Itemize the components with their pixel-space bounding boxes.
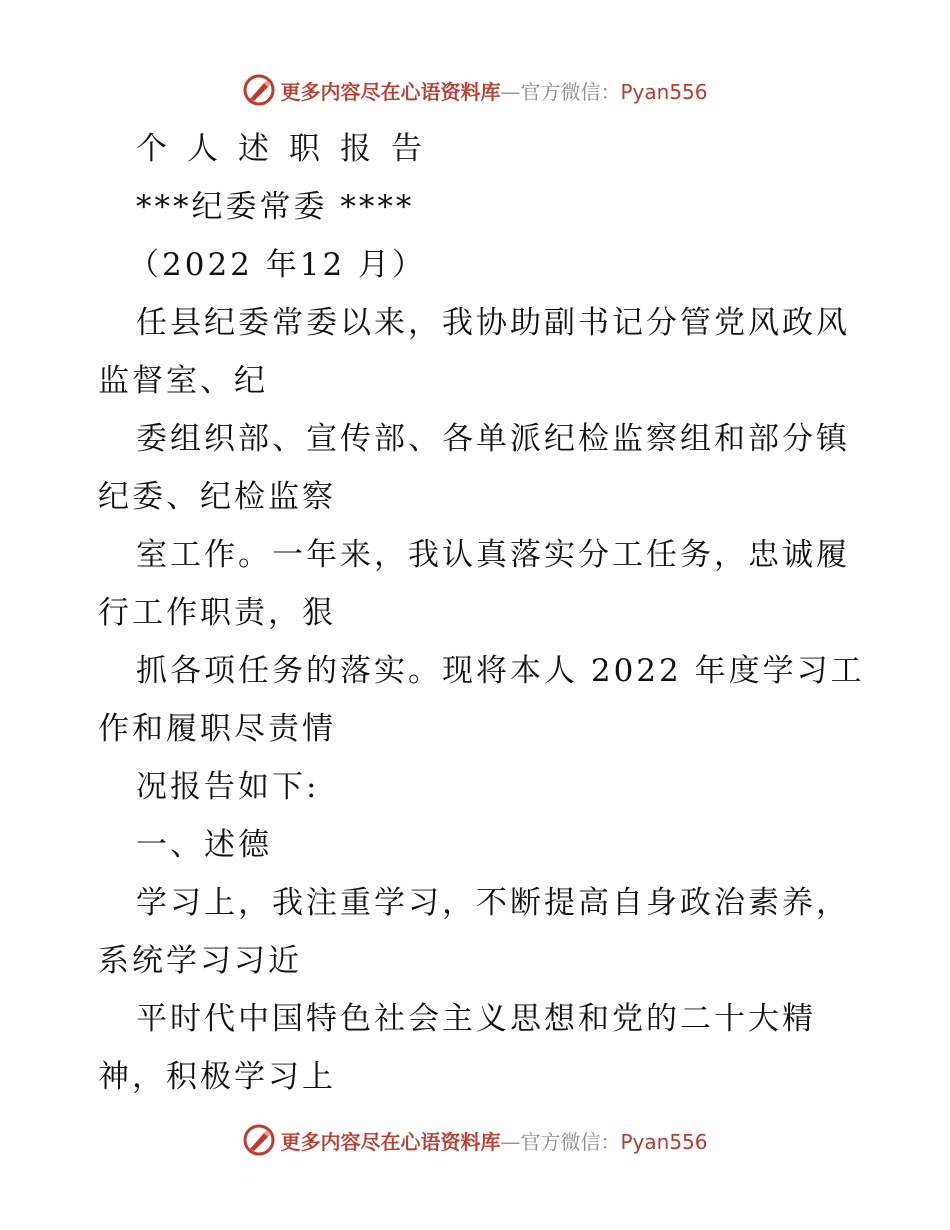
watermark-brand: 更多内容尽在心语资料库 [280, 1129, 501, 1154]
pen-logo-icon [242, 73, 276, 107]
paragraph-line: 神，积极学习上 [98, 1059, 336, 1095]
document-body [98, 120, 865, 1106]
document-author: ***纪委常委 **** [136, 189, 415, 225]
paragraph-line: 委组织部、宣传部、各单派纪检监察组和部分镇 [136, 421, 850, 457]
watermark-dash: — [500, 1129, 521, 1154]
paragraph-line: 任县纪委常委以来，我协助副书记分管党风政风 [136, 305, 850, 341]
pen-logo-icon [242, 1123, 276, 1157]
section-heading: 一、述德 [136, 827, 272, 863]
paragraph-line: 平时代中国特色社会主义思想和党的二十大精 [136, 1001, 816, 1037]
watermark-text [280, 76, 707, 105]
watermark-wechat-id: Pyan556 [620, 79, 708, 104]
paragraph-line: 行工作职责，狠 [98, 595, 336, 631]
document-date: （2022 年12 月） [128, 247, 427, 283]
watermark-dash: — [500, 79, 521, 104]
document-title: 个人述职报告 [136, 131, 442, 167]
watermark-text [280, 1126, 707, 1155]
watermark-label: 官方微信： [520, 79, 621, 104]
watermark-brand: 更多内容尽在心语资料库 [280, 79, 501, 104]
paragraph-line: 抓各项任务的落实。现将本人 2022 年度学习工 [136, 653, 865, 689]
paragraph-line: 纪委、纪检监察 [98, 479, 336, 515]
paragraph-line: 室工作。一年来，我认真落实分工任务，忠诚履 [136, 537, 850, 573]
paragraph-line: 况报告如下: [136, 769, 320, 805]
paragraph-line: 作和履职尽责情 [98, 711, 336, 747]
paragraph-line: 监督室、纪 [98, 363, 268, 399]
header-watermark [0, 70, 950, 110]
watermark-wechat-id: Pyan556 [620, 1129, 708, 1154]
footer-watermark [0, 1120, 950, 1160]
paragraph-line: 系统学习习近 [98, 943, 302, 979]
paragraph-line: 学习上，我注重学习，不断提高自身政治素养， [136, 885, 850, 921]
watermark-label: 官方微信： [520, 1129, 621, 1154]
